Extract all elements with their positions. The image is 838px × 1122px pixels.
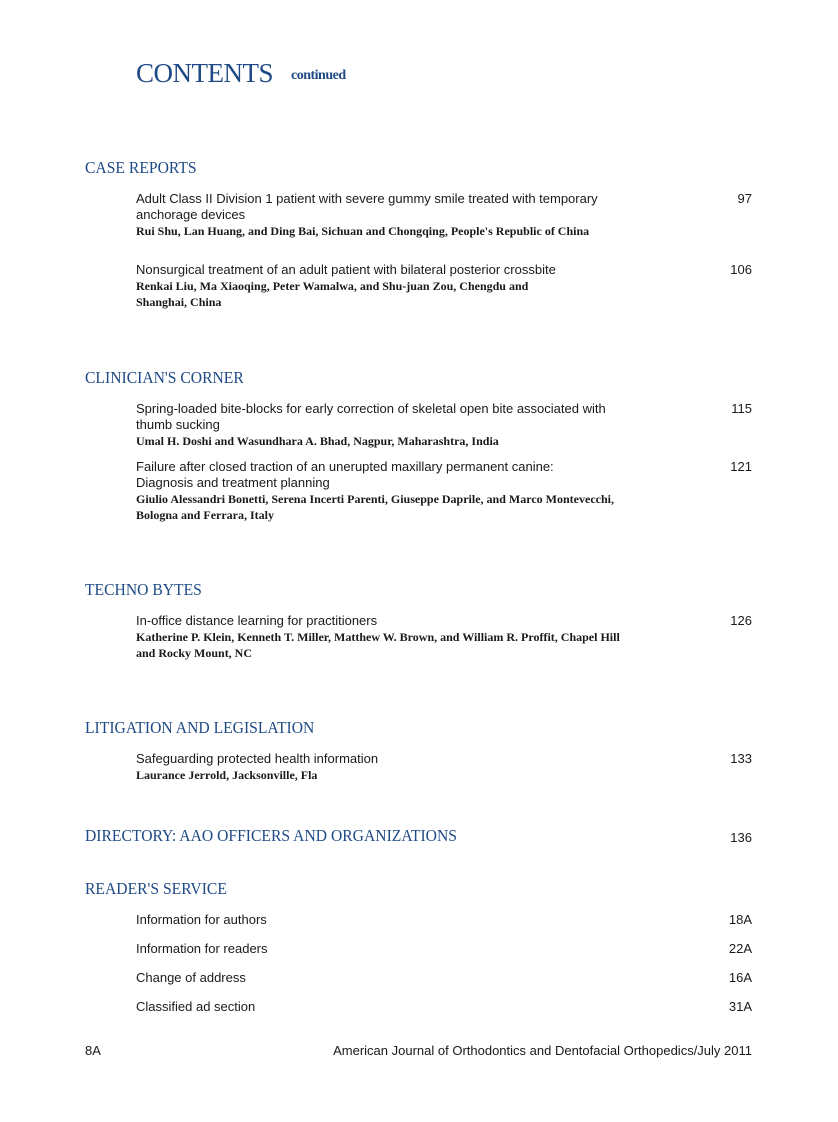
service-label[interactable]: Classified ad section xyxy=(136,999,256,1014)
page-number: 97 xyxy=(737,191,752,206)
service-item[interactable] xyxy=(136,999,752,1014)
toc-entry[interactable] xyxy=(136,751,752,783)
section-heading-litigation: LITIGATION AND LEGISLATION xyxy=(85,718,315,737)
toc-entry[interactable] xyxy=(136,191,752,239)
article-title[interactable]: Adult Class II Division 1 patient with severe gummy smile treated with temporary anchorage devices xyxy=(136,191,598,222)
section-heading-techno-bytes: TECHNO BYTES xyxy=(85,580,202,599)
page-number: 106 xyxy=(730,262,752,277)
service-item[interactable] xyxy=(136,970,752,985)
service-label[interactable]: Information for readers xyxy=(136,941,268,956)
toc-entry[interactable] xyxy=(136,459,752,523)
page-number: 121 xyxy=(730,459,752,474)
page-number: 133 xyxy=(730,751,752,766)
article-title[interactable]: In-office distance learning for practitioners xyxy=(136,613,378,628)
page-number: 136 xyxy=(730,830,752,845)
article-authors: Umal H. Doshi and Wasundhara A. Bhad, Nagpur, Maharashtra, India xyxy=(136,434,499,448)
article-title[interactable]: Spring-loaded bite-blocks for early correction of skeletal open bite associated with thumb sucking xyxy=(136,401,606,432)
page-number: 115 xyxy=(731,401,752,416)
page-footer xyxy=(85,1043,752,1058)
article-title[interactable]: Safeguarding protected health information xyxy=(136,751,379,766)
page-number: 31A xyxy=(728,999,752,1014)
section-heading-clinicians-corner: CLINICIAN'S CORNER xyxy=(85,368,244,387)
toc-entry[interactable] xyxy=(136,262,752,310)
service-label[interactable]: Change of address xyxy=(136,970,246,985)
article-authors: Renkai Liu, Ma Xiaoqing, Peter Wamalwa, and Shu-juan Zou, Chengdu and Shanghai, China xyxy=(136,279,529,309)
page-number: 22A xyxy=(728,941,752,956)
article-authors: Laurance Jerrold, Jacksonville, Fla xyxy=(136,768,318,782)
footer-journal: American Journal of Orthodontics and Dentofacial Orthopedics/July 2011 xyxy=(333,1043,752,1058)
footer-page-number: 8A xyxy=(85,1043,101,1058)
page-number: 126 xyxy=(730,613,752,628)
section-heading-directory[interactable]: DIRECTORY: AAO OFFICERS AND ORGANIZATIONS xyxy=(85,826,457,845)
continued-label: continued xyxy=(291,68,346,83)
service-item[interactable] xyxy=(136,912,752,927)
toc-entry[interactable] xyxy=(136,613,752,661)
article-authors: Katherine P. Klein, Kenneth T. Miller, Matthew W. Brown, and William R. Proffit, Chapel Hill and Rocky Mount, NC xyxy=(136,630,620,660)
page-title xyxy=(136,58,346,89)
page-number: 18A xyxy=(728,912,752,927)
service-label[interactable]: Information for authors xyxy=(136,912,267,927)
toc-entry[interactable] xyxy=(136,401,752,449)
article-title[interactable]: Nonsurgical treatment of an adult patient with bilateral posterior crossbite xyxy=(136,262,556,277)
section-heading-case-reports: CASE REPORTS xyxy=(85,158,197,177)
article-authors: Giulio Alessandri Bonetti, Serena Incerti Parenti, Giuseppe Daprile, and Marco Montevecchi, Bologna and Ferrara, Italy xyxy=(136,492,614,522)
service-item[interactable] xyxy=(136,941,752,956)
page-number: 16A xyxy=(728,970,752,985)
contents-heading: CONTENTS xyxy=(136,58,273,88)
section-heading-readers-service: READER'S SERVICE xyxy=(85,879,227,898)
article-title[interactable]: Failure after closed traction of an unerupted maxillary permanent canine: Diagnosis and treatment planning xyxy=(136,459,554,490)
article-authors: Rui Shu, Lan Huang, and Ding Bai, Sichuan and Chongqing, People's Republic of China xyxy=(136,224,590,238)
